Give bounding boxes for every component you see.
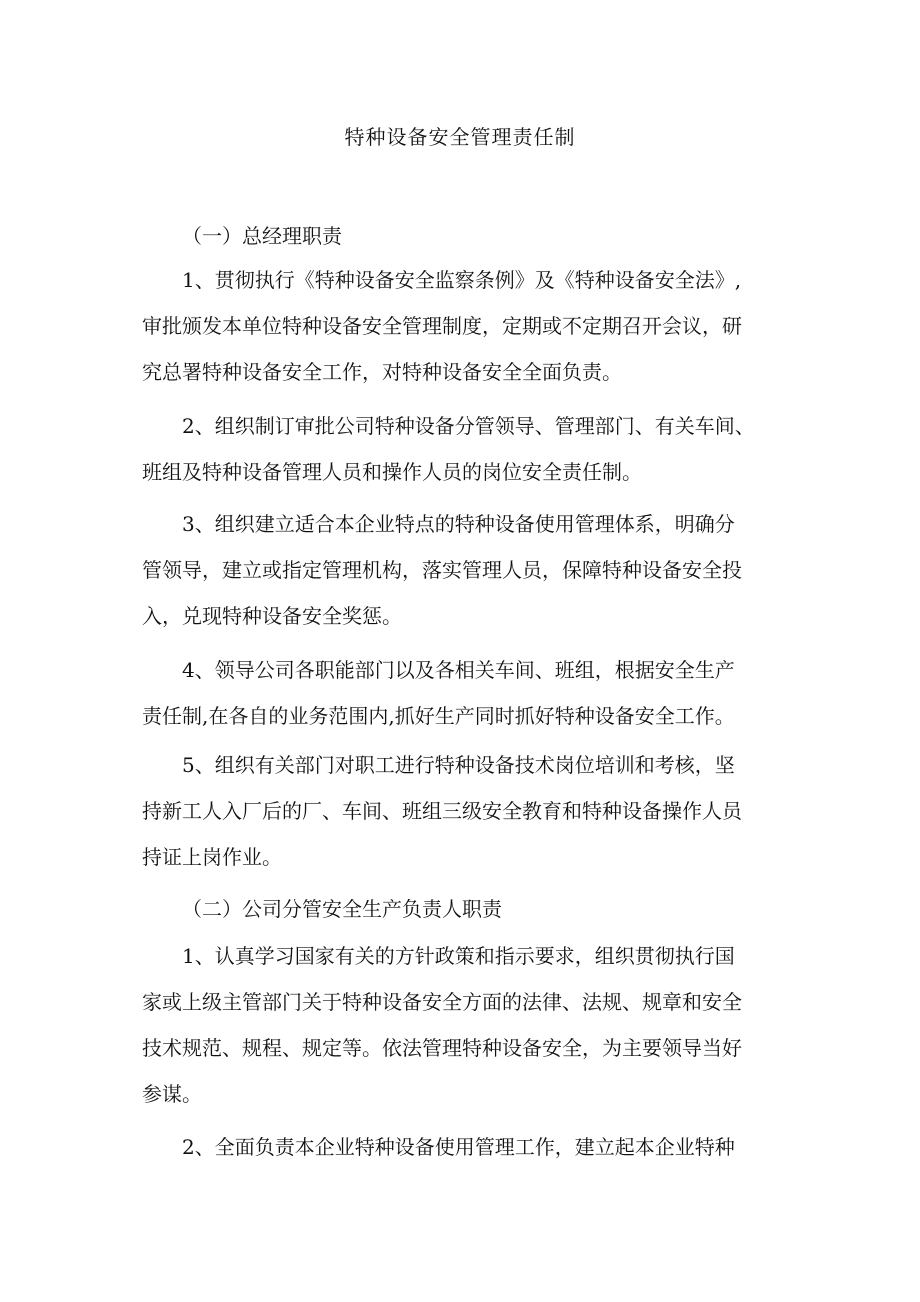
paragraph-line: 持新工人入厂后的厂、车间、班组三级安全教育和特种设备操作人员 bbox=[142, 799, 742, 823]
document-title: 特种设备安全管理责任制 bbox=[344, 125, 576, 149]
paragraph-line: 技术规范、规程、规定等。依法管理特种设备安全，为主要领导当好 bbox=[142, 1036, 742, 1060]
paragraph-2-2 bbox=[142, 1124, 802, 1170]
paragraph-line: 管领导，建立或指定管理机构，落实管理人员，保障特种设备安全投 bbox=[142, 558, 742, 582]
paragraph-line: 参谋。 bbox=[142, 1082, 202, 1106]
paragraph-line: 1、认真学习国家有关的方针政策和指示要求，组织贯彻执行国 bbox=[182, 944, 735, 968]
paragraph-line: 4、领导公司各职能部门以及各相关车间、班组，根据安全生产 bbox=[182, 658, 735, 682]
paragraph-1-5 bbox=[142, 742, 802, 880]
paragraph-line: 3、组织建立适合本企业特点的特种设备使用管理体系，明确分 bbox=[182, 512, 735, 536]
paragraph-line: 5、组织有关部门对职工进行特种设备技术岗位培训和考核，坚 bbox=[182, 753, 735, 777]
paragraph-1-1 bbox=[142, 257, 802, 395]
paragraph-2-1 bbox=[142, 933, 802, 1117]
paragraph-line: 2、全面负责本企业特种设备使用管理工作，建立起本企业特种 bbox=[182, 1135, 735, 1159]
section-heading-1: （一）总经理职责 bbox=[182, 224, 342, 248]
paragraph-line: 班组及特种设备管理人员和操作人员的岗位安全责任制。 bbox=[142, 460, 642, 484]
paragraph-1-2 bbox=[142, 403, 802, 495]
paragraph-line: 审批颁发本单位特种设备安全管理制度，定期或不定期召开会议，研 bbox=[142, 314, 742, 338]
paragraph-line: 持证上岗作业。 bbox=[142, 845, 282, 869]
section-heading-2: （二）公司分管安全生产负责人职责 bbox=[182, 897, 502, 921]
paragraph-1-3 bbox=[142, 501, 802, 639]
paragraph-line: 责任制,在各自的业务范围内,抓好生产同时抓好特种设备安全工作。 bbox=[142, 704, 735, 728]
paragraph-line: 2、组织制订审批公司特种设备分管领导、管理部门、有关车间、 bbox=[182, 414, 755, 438]
paragraph-line: 入，兑现特种设备安全奖惩。 bbox=[142, 604, 402, 628]
paragraph-line: 家或上级主管部门关于特种设备安全方面的法律、法规、规章和安全 bbox=[142, 990, 742, 1014]
paragraph-1-4 bbox=[142, 647, 802, 739]
paragraph-line: 1、贯彻执行《特种设备安全监察条例》及《特种设备安全法》, bbox=[182, 268, 742, 292]
paragraph-line: 究总署特种设备安全工作，对特种设备安全全面负责。 bbox=[142, 360, 622, 384]
